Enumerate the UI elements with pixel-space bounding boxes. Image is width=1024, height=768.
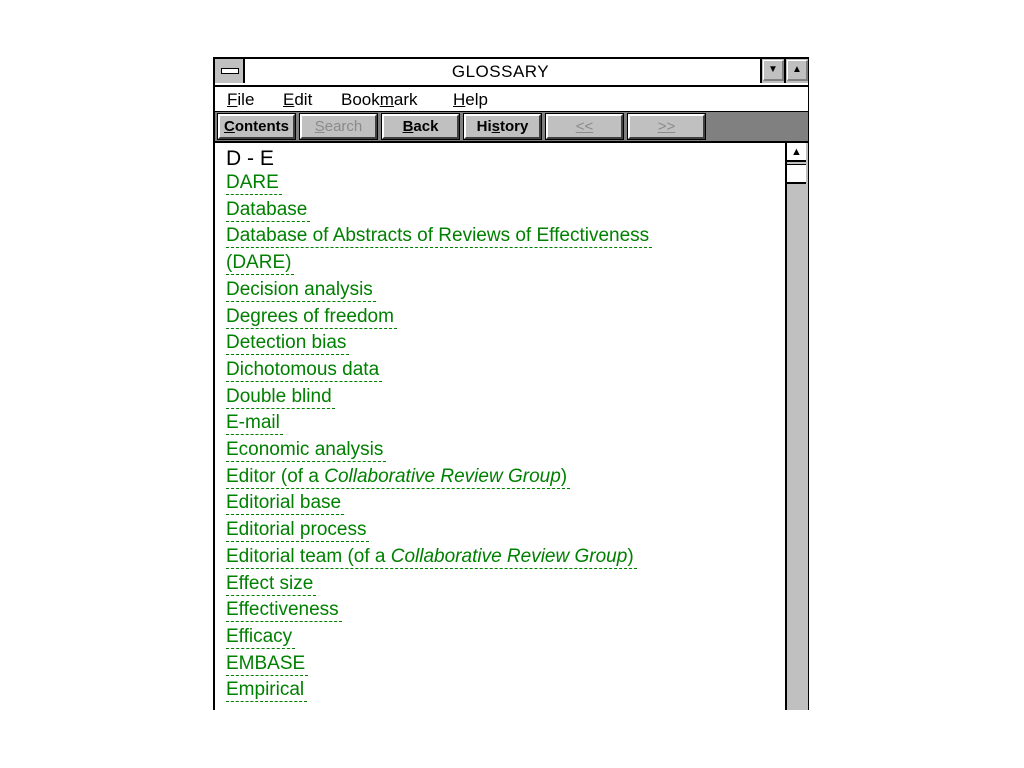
glossary-link[interactable]: Economic analysis (226, 439, 386, 462)
menu-help[interactable]: Help (453, 90, 488, 109)
title-bar[interactable] (215, 59, 808, 87)
menu-bar (215, 87, 808, 112)
button-bar (215, 112, 808, 143)
glossary-link[interactable]: EMBASE (226, 653, 308, 676)
glossary-link[interactable]: Decision analysis (226, 279, 376, 302)
menu-edit[interactable]: Edit (283, 90, 313, 109)
glossary-link[interactable]: Double blind (226, 386, 335, 409)
glossary-link[interactable]: Editorial team (of a Collaborative Review Group) (226, 546, 637, 569)
topic-content (215, 143, 785, 710)
glossary-link[interactable]: Editor (of a Collaborative Review Group) (226, 466, 570, 489)
glossary-link[interactable]: Degrees of freedom (226, 306, 397, 329)
menu-file[interactable]: File (227, 90, 255, 109)
system-menu-icon[interactable] (215, 59, 245, 83)
glossary-link[interactable]: Dichotomous data (226, 359, 382, 382)
glossary-link[interactable]: Database (226, 199, 310, 222)
scroll-up-button[interactable] (787, 143, 806, 162)
glossary-link[interactable]: Effect size (226, 573, 316, 596)
glossary-link[interactable]: Editorial process (226, 519, 369, 542)
glossary-link[interactable]: Database of Abstracts of Reviews of Effectiveness (226, 225, 652, 248)
maximize-button[interactable] (784, 59, 808, 83)
glossary-link[interactable]: Effectiveness (226, 599, 342, 622)
search-button[interactable]: Search (300, 114, 377, 139)
glossary-link[interactable]: Empirical (226, 679, 307, 702)
scroll-thumb[interactable] (787, 164, 806, 184)
contents-button[interactable]: Contents (218, 114, 295, 139)
browse-previous-button[interactable]: << (546, 114, 623, 139)
history-button[interactable]: History (464, 114, 541, 139)
glossary-link[interactable]: Editorial base (226, 492, 344, 515)
glossary-link[interactable]: E-mail (226, 412, 283, 435)
scroll-up-arrow-icon: ▲ (791, 146, 802, 158)
browse-next-button[interactable]: >> (628, 114, 705, 139)
minimize-icon: ▼ (763, 60, 784, 81)
window-title: GLOSSARY (451, 62, 550, 81)
glossary-link[interactable]: Detection bias (226, 332, 349, 355)
section-heading: D - E (226, 147, 274, 170)
back-button[interactable]: Back (382, 114, 459, 139)
glossary-link[interactable]: Efficacy (226, 626, 295, 649)
glossary-link[interactable]: DARE (226, 172, 282, 195)
maximize-icon: ▲ (787, 60, 808, 81)
minimize-button[interactable] (760, 59, 784, 83)
menu-bookmark[interactable]: Bookmark (341, 90, 418, 109)
glossary-link[interactable]: (DARE) (226, 252, 294, 275)
vertical-scrollbar[interactable] (785, 143, 808, 710)
glossary-window (213, 57, 809, 710)
